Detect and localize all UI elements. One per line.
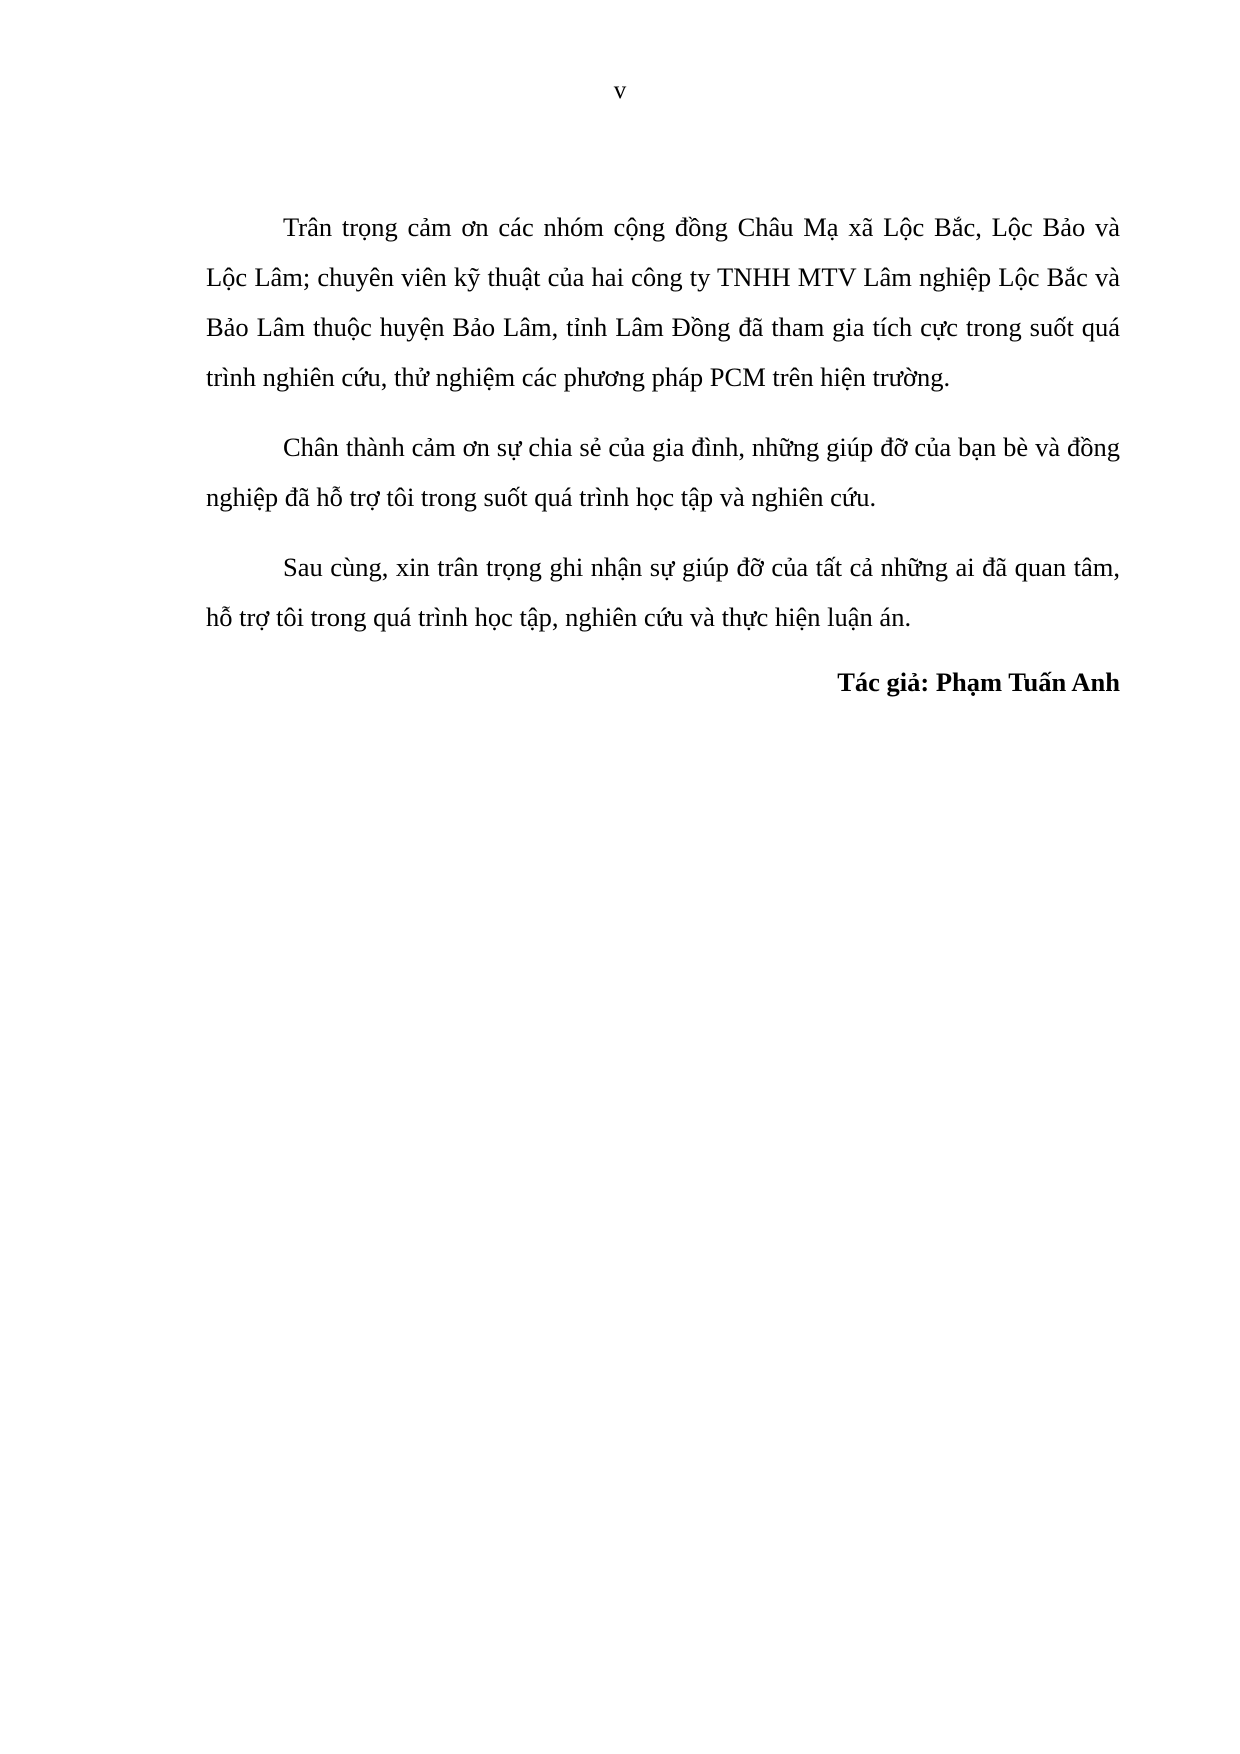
- paragraph-closing-thanks: Sau cùng, xin trân trọng ghi nhận sự giúp đỡ của tất cả những ai đã quan tâm, hỗ trợ tôi trong quá trình học tập, nghiên cứu và thực hiện luận án.: [206, 552, 1120, 632]
- author-signature: Tác giả: Phạm Tuấn Anh: [837, 667, 1120, 697]
- acknowledgement-body: [206, 202, 1120, 702]
- paragraph-community-thanks: Trân trọng cảm ơn các nhóm cộng đồng Châu Mạ xã Lộc Bắc, Lộc Bảo và Lộc Lâm; chuyên viên kỹ thuật của hai công ty TNHH MTV Lâm nghiệp Lộc Bắc và Bảo Lâm thuộc huyện Bảo Lâm, tỉnh Lâm Đồng đã tham gia tích cực trong suốt quá trình nghiên cứu, thử nghiệm các phương pháp PCM trên hiện trường.: [206, 212, 1120, 392]
- paragraph-family-thanks: Chân thành cảm ơn sự chia sẻ của gia đình, những giúp đỡ của bạn bè và đồng nghiệp đã hỗ trợ tôi trong suốt quá trình học tập và nghiên cứu.: [206, 432, 1120, 512]
- page-number: v: [613, 77, 627, 104]
